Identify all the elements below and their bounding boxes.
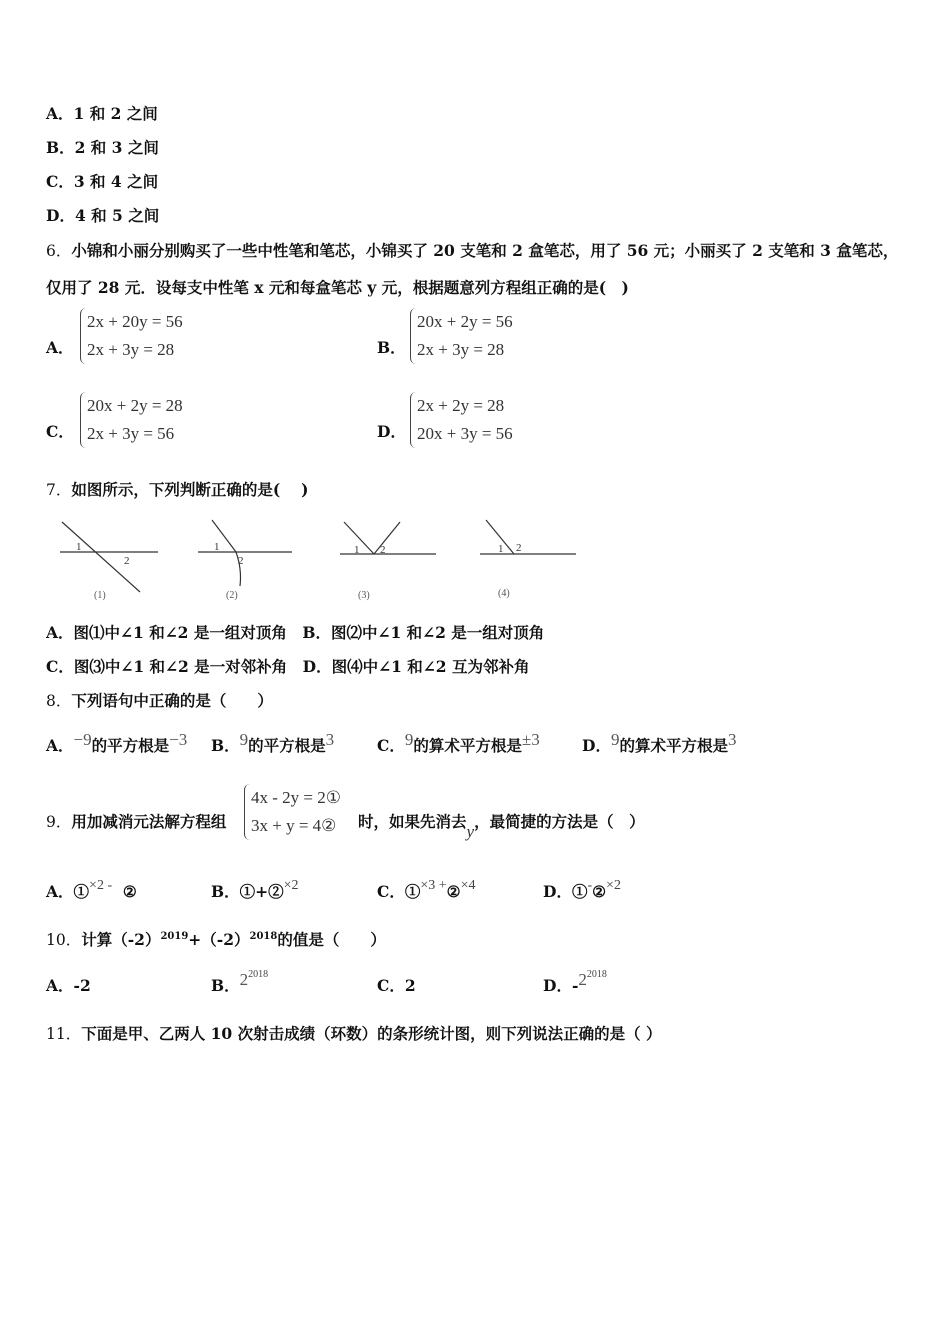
fig4-angle2-label: 2 bbox=[516, 542, 522, 554]
fig2-caption: (2) bbox=[226, 590, 238, 601]
q6-option-b-label: B． bbox=[377, 338, 406, 357]
q8-option-d: D．9的算术平方根是3 bbox=[582, 730, 737, 755]
q7-options-row2: C．图⑶中∠1 和∠2 是一对邻补角 D．图⑷中∠1 和∠2 互为邻补角 bbox=[46, 657, 530, 676]
fig3-caption: (3) bbox=[358, 590, 370, 601]
q7-figures bbox=[40, 514, 600, 606]
q5-option-b: B．2 和 3 之间 bbox=[46, 138, 159, 157]
q8-stem: 8．下列语句中正确的是（ ） bbox=[46, 691, 273, 710]
q6-option-a-label: A． bbox=[46, 338, 74, 357]
fig1-angle1-label: 1 bbox=[76, 541, 82, 553]
fig1-caption: (1) bbox=[94, 590, 106, 601]
q9-option-c: C．①×3 +②×4 bbox=[377, 878, 476, 901]
q9-option-b: B．①+②×2 bbox=[211, 878, 299, 901]
fig3-right-ray bbox=[374, 522, 400, 554]
q5-option-c: C．3 和 4 之间 bbox=[46, 172, 159, 191]
fig3-angle2-label: 2 bbox=[380, 544, 386, 556]
fig3-angle1-label: 1 bbox=[354, 544, 360, 556]
q7-stem: 7．如图所示，下列判断正确的是( ) bbox=[46, 480, 309, 499]
q6-option-c-label: C． bbox=[46, 422, 74, 441]
q5-option-d: D．4 和 5 之间 bbox=[46, 206, 160, 225]
q6-stem-line1: 6．小锦和小丽分别购买了一些中性笔和笔芯，小锦买了 20 支笔和 2 盒笔芯，用了 56 元；小丽买了 2 支笔和 3 盒笔芯， bbox=[46, 241, 899, 260]
q6-option-d-label: D． bbox=[377, 422, 406, 441]
fig4-angle1-label: 1 bbox=[498, 543, 504, 555]
q10-stem: 10．计算$(-2)^{2019}+(-2)^{2018}$的值是（ ） bbox=[46, 930, 386, 949]
q6-option-c-system: 20x + 2y = 28 2x + 3y = 56 bbox=[80, 392, 183, 448]
fig1-angle2-label: 2 bbox=[124, 555, 130, 567]
q10-option-b: B．$2^{2018}$ bbox=[211, 969, 269, 995]
q10-option-c: C．2 bbox=[377, 976, 416, 995]
q6-option-d-system: 2x + 2y = 28 20x + 3y = 56 bbox=[410, 392, 513, 448]
q9-stem-post: 时，如果先消去y，最简捷的方法是（ ） bbox=[358, 812, 645, 841]
q10-option-d: D．$-2^{2018}$ bbox=[543, 969, 607, 995]
q6-option-b-system: 20x + 2y = 56 2x + 3y = 28 bbox=[410, 308, 513, 364]
fig2-angle2-label: 2 bbox=[238, 555, 244, 567]
q9-option-d: D．①-②×2 bbox=[543, 878, 621, 901]
fig4-caption: (4) bbox=[498, 588, 510, 599]
q10-option-a: A．-2 bbox=[46, 976, 91, 995]
q9-option-a: A．①×2 - ② bbox=[46, 878, 137, 901]
q8-option-a: A．−9的平方根是−3 bbox=[46, 730, 188, 755]
q8-option-b: B．9的平方根是3 bbox=[211, 730, 335, 755]
q5-option-a: A．1 和 2 之间 bbox=[46, 104, 158, 123]
q11-stem: 11．下面是甲、乙两人 10 次射击成绩（环数）的条形统计图，则下列说法正确的是（ ） bbox=[46, 1024, 662, 1043]
q9-stem-pre: 9．用加减消元法解方程组 bbox=[46, 812, 227, 831]
q6-option-a-system: 2x + 20y = 56 2x + 3y = 28 bbox=[80, 308, 183, 364]
q9-system: 4x - 2y = 2① 3x + y = 4② bbox=[244, 784, 341, 840]
q7-options-row1: A．图⑴中∠1 和∠2 是一组对顶角 B．图⑵中∠1 和∠2 是一组对顶角 bbox=[46, 623, 545, 642]
q8-option-c: C．9的算术平方根是±3 bbox=[377, 730, 540, 755]
fig2-angle1-label: 1 bbox=[214, 541, 220, 553]
q6-stem-line2: 仅用了 28 元．设每支中性笔 x 元和每盒笔芯 y 元，根据题意列方程组正确的是( ) bbox=[46, 278, 629, 297]
